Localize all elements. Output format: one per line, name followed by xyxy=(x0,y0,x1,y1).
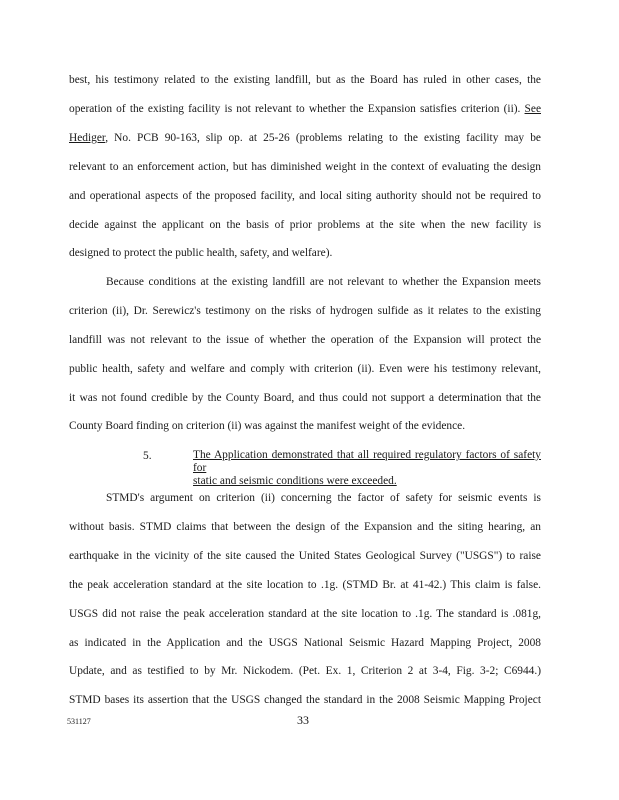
text-line xyxy=(69,664,541,678)
section-heading xyxy=(193,449,541,488)
text-line xyxy=(69,131,541,145)
text-line xyxy=(69,304,541,318)
text-line xyxy=(69,73,541,87)
page-number: 33 xyxy=(297,713,309,727)
text-run: best, his testimony related to the existing landfill, but as the Board has ruled in other cases, the xyxy=(69,74,541,86)
text-run: designed to protect the public health, safety, and welfare). xyxy=(69,247,333,259)
case-citation: Hediger xyxy=(69,132,106,144)
text-line xyxy=(106,275,541,289)
text-run: the peak acceleration standard at the site location to .1g. (STMD Br. at 41-42.) This claim is false. xyxy=(69,579,541,591)
text-run: landfill was not relevant to the issue of whether the operation of the Expansion will protect the xyxy=(69,334,541,346)
text-line xyxy=(69,333,541,347)
text-run: relevant to an enforcement action, but has diminished weight in the context of evaluating the design xyxy=(69,161,541,173)
text-run: , No. PCB 90-163, slip op. at 25-26 (problems relating to the existing facility may be xyxy=(105,132,541,144)
heading-line: The Application demonstrated that all required regulatory factors of safety for xyxy=(193,449,541,474)
text-run: STMD's argument on criterion (ii) concerning the factor of safety for seismic events is xyxy=(106,492,541,504)
section-number: 5. xyxy=(143,450,152,462)
text-line xyxy=(69,189,541,203)
text-line xyxy=(69,160,541,174)
text-line xyxy=(69,549,541,563)
text-run: public health, safety and welfare and comply with criterion (ii). Even were his testimony relevant, xyxy=(69,363,541,375)
text-run: as indicated in the Application and the USGS National Seismic Hazard Mapping Project, 2008 xyxy=(69,637,541,649)
heading-line: static and seismic conditions were exceeded. xyxy=(193,475,397,487)
text-line xyxy=(69,246,541,260)
text-run: decide against the applicant on the basis of prior problems at the site when the new facility is xyxy=(69,219,541,231)
text-run: Update, and as testified to by Mr. Nickodem. (Pet. Ex. 1, Criterion 2 at 3-4, Fig. 3-2; C6944.) xyxy=(69,665,541,677)
text-run: STMD bases its assertion that the USGS changed the standard in the 2008 Seismic Mapping Project xyxy=(69,694,541,706)
text-line xyxy=(69,607,541,621)
text-line xyxy=(69,391,541,405)
text-run: operation of the existing facility is not relevant to whether the Expansion satisfies criterion (ii). xyxy=(69,103,521,115)
text-line xyxy=(69,693,541,707)
text-run: USGS did not raise the peak acceleration standard at the site location to .1g. The standard is .081g, xyxy=(69,608,541,620)
text-line xyxy=(69,636,541,650)
text-run: criterion (ii), Dr. Serewicz's testimony on the risks of hydrogen sulfide as it relates to the existing xyxy=(69,305,541,317)
text-run: Because conditions at the existing landfill are not relevant to whether the Expansion meets xyxy=(106,276,541,288)
text-line xyxy=(69,578,541,592)
text-run: without basis. STMD claims that between the design of the Expansion and the siting hearing, an xyxy=(69,521,541,533)
text-run: earthquake in the vicinity of the site caused the United States Geological Survey ("USGS") to raise xyxy=(69,550,541,562)
text-line xyxy=(69,419,541,433)
text-line xyxy=(69,218,541,232)
text-line xyxy=(106,491,541,505)
text-run: County Board finding on criterion (ii) was against the manifest weight of the evidence. xyxy=(69,420,466,432)
text-line xyxy=(69,520,541,534)
text-line xyxy=(69,102,541,116)
document-id: 531127 xyxy=(67,717,91,726)
text-run: and operational aspects of the proposed facility, and local siting authority should not be required to xyxy=(69,190,541,202)
text-run: it was not found credible by the County Board, and thus could not support a determination that the xyxy=(69,392,541,404)
see-signal: See xyxy=(524,103,541,115)
text-line xyxy=(69,362,541,376)
